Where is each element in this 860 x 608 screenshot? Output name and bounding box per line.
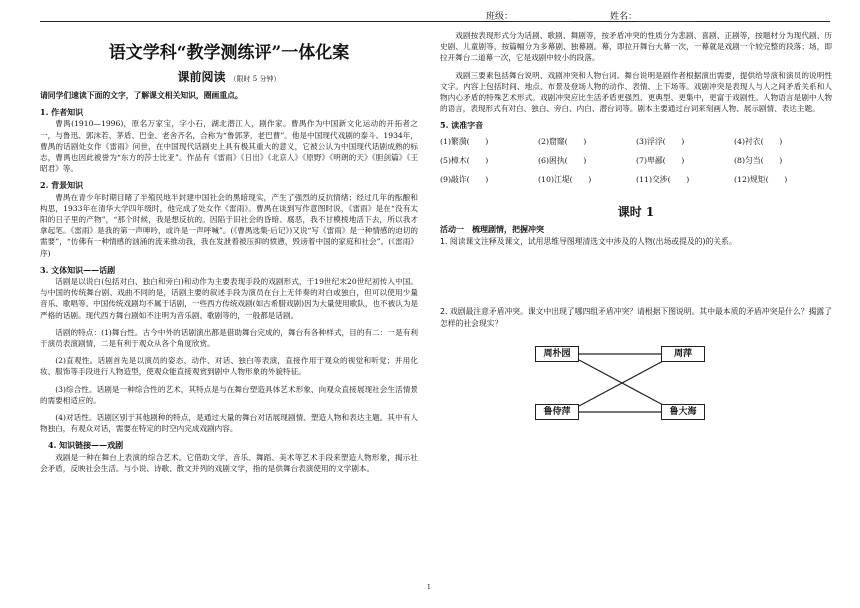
literary-para-2: 话剧的特点：(1)舞台性。古今中外的话剧演出都是借助舞台完成的，舞台有各种样式，目的有二：一是有利于演员表演剧情，二是有利于观众从各个角度欣赏。	[40, 327, 418, 349]
literary-para-5: (4)对话性。话剧区别于其他剧种的特点，是通过大量的舞台对话展现剧情、塑造人物和表达主题。其中有人物独白，有观众对话，需要在特定的时空内完成戏剧内容。	[40, 413, 418, 434]
pron-item: (4)衬衣( )	[734, 136, 783, 146]
extension-para-3: 戏剧三要素包括舞台说明、戏剧冲突和人物台词。舞台说明是剧作者根据演出需要，提供给导演和演员的说明性文字。内容上包括时间、地点、布景及登场人物的动作、表情、上下场等。戏剧冲突是表现人与人之间矛盾关系和人物内心矛盾的特殊艺术形式。戏剧冲突应比生活矛盾更强烈、更典型、更集中，更富于戏剧性。人物语言是剧中人物的语言，表现形式有对白、独白、旁白、内白、潜台词等。剧本主要通过台词来刻画人物、展示剧情、表达主题。	[440, 70, 832, 114]
background-text: 曹禺在青少年时期目睹了半殖民地半封建中国社会的黑暗现实，产生了强烈的反抗情绪；经过几年的酝酿和构思，1933年在清华大学四年级时，他完成了处女作《雷雨》。曹禺在谈到写作意图时说，《雷雨》是在“没有太阳的日子里的产物”，“那个时候，我是想反抗的。因陷于旧社会的昏暗、腐恶，我不甘模棱地活下去，所以我才拿起笔。《雷雨》是我的第一声呻吟，或许是一声呼喊”。(《曹禺选集·后记》)又说“写《雷雨》是一种情感的迫切的需要”，“仿佛有一种情感的汹涌的流来推动我，我在发泄着被压抑的愤懑，毁谤着中国的家庭和社会”。(《雷雨》序)	[40, 192, 418, 258]
right-column	[440, 30, 832, 424]
pron-item: (12)规矩( )	[734, 175, 788, 185]
pronunciation-grid	[440, 136, 832, 186]
literary-para-4: (3)综合性。话剧是一种综合性的艺术，其特点是与在舞台塑造具体艺术形象、向观众直接展现社会生活情景的需要相适应的。	[40, 384, 418, 405]
pron-item: (2)窟窿( )	[538, 136, 587, 146]
pron-item: (3)浮浮( )	[636, 136, 685, 146]
background-heading: 2. 背景知识	[40, 180, 84, 191]
pron-item: (1)繁漪( )	[440, 136, 489, 146]
node-lushiping: 鲁侍萍	[535, 404, 579, 420]
name-field: 姓名：	[610, 9, 697, 22]
literary-para-1: 话剧是以说白(包括对白、独白和旁白)和动作为主要表现手段的戏剧形式，于19世纪末20世纪初传入中国。与中国的传统舞台剧、戏曲不同的是，话剧主要的叙述手段为演员在台上无伴奏的对白或独白，但可以使用少量音乐、歌唱等。中国传统戏剧均不属于话剧，一些西方传统戏剧(如古希腊戏剧)因为大量使用歌队，也不被认为是严格的话剧。现代西方舞台剧如不注明为音乐剧、歌剧等的，一般都是话剧。	[40, 277, 419, 320]
author-text: 曹禺(1910—1996)，原名万家宝，字小石，湖北潜江人，剧作家。曹禺作为中国新文化运动的开拓者之一，与鲁迅、郭沫若、茅盾、巴金、老舍齐名，合称为“鲁郭茅，老巴曹”。他是中国现代戏剧的泰斗。1934年，曹禺的话剧处女作《雷雨》问世，在中国现代话剧史上具有极其重大的意义，它被公认为中国现代话剧成熟的标志，曹禺也因此被誉为“东方的莎士比亚”。作品有《雷雨》《日出》《北京人》《原野》《明朗的天》《胆剑篇》《王昭君》等。	[40, 119, 418, 174]
time-limit: （限时 5 分钟）	[229, 75, 281, 83]
class-field: 班级：	[486, 9, 573, 22]
pron-item: (10)江堤( )	[538, 175, 592, 185]
left-column	[40, 30, 418, 474]
literary-heading: 3. 文体知识——话剧	[40, 264, 116, 275]
pron-item: (8)匀当( )	[734, 155, 783, 165]
node-zhouping: 周萍	[661, 346, 705, 362]
pron-item: (6)困执( )	[538, 155, 587, 165]
extension-para-2: 戏剧按表现形式分为话剧、歌剧、舞剧等，按矛盾冲突的性质分为悲剧、喜剧、正剧等，按题材分为现代剧、历史剧、儿童剧等，按篇幅分为多幕剧、独幕剧。幕，即拉开舞台大幕一次，一幕就是戏剧一个较完整的段落；场，即拉开舞台二道幕一次，它是戏剧中较小的段落。	[440, 31, 832, 63]
pron-item: (7)卑鄙( )	[636, 155, 685, 165]
lesson-title: 课时 1	[617, 205, 655, 220]
author-heading: 1. 作者知识	[40, 107, 84, 118]
pronunciation-heading: 5. 读准字音	[440, 120, 484, 131]
question-1: 1. 阅读课文注释及课文，试用思维导图理清选文中涉及的人物(出场或提及的)的关系。	[440, 236, 737, 246]
extension-para-1: 戏剧是一种在舞台上表演的综合艺术。它借助文学、音乐、舞蹈、美术等艺术手段来塑造人物形象，揭示社会矛盾，反映社会生活。与小说、诗歌、散文并列的戏剧文学，指的是供舞台表演使用的文学剧本。	[40, 452, 418, 473]
literary-para-3: (2)直观性。话剧首先是以演员的姿态、动作、对话、独白等表演，直接作用于观众的视觉和听觉；并用化妆、服饰等手段进行人物造型，使观众能直接观赏到剧中人物形象的外貌特征。	[40, 356, 418, 377]
document-title: 语文学科“教学测练评”一体化案	[108, 43, 350, 63]
page-number: 1	[427, 584, 431, 591]
intro-instruction: 请同学们速读下面的文字，了解课文相关知识，圈画重点。	[40, 91, 243, 100]
section-subtitle: 课前阅读 （限时 5 分钟）	[177, 70, 281, 84]
question-2: 2. 戏剧最注意矛盾冲突。课文中出现了哪四组矛盾冲突？请根据下图说明。其中最本质的矛盾冲突是什么？揭露了怎样的社会现实？	[440, 306, 832, 328]
activity-heading: 活动一 梳理剧情，把握冲突	[440, 225, 544, 235]
page-header	[40, 6, 830, 22]
pron-item: (5)樟木( )	[440, 155, 489, 165]
node-ludahai: 鲁大海	[661, 404, 705, 420]
extension-heading: 4. 知识链接——戏剧	[48, 440, 124, 451]
conflict-diagram	[535, 344, 735, 424]
node-zhoupuyuan: 周朴园	[535, 346, 579, 362]
pron-item: (9)敲诈( )	[440, 175, 489, 185]
pron-item: (11)交涉( )	[636, 175, 690, 185]
